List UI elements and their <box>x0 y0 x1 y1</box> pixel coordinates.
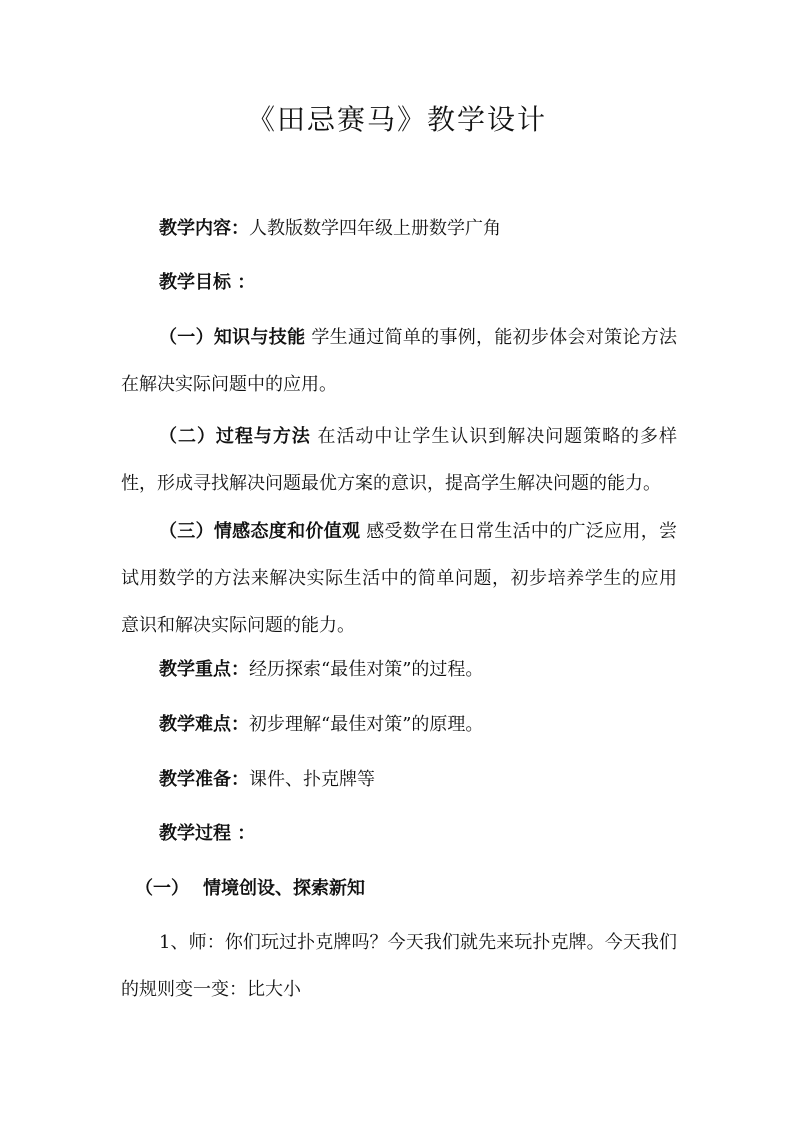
goal-3-label: （三）情感态度和价值观 <box>159 521 361 542</box>
step-1-paragraph <box>121 919 677 1013</box>
process-heading-text: 教学过程 ： <box>159 823 256 844</box>
goal-2-label: （二）过程与方法 <box>159 426 311 447</box>
teaching-content-text: 人教版数学四年级上册数学广角 <box>249 218 501 239</box>
preparation-label: 教学准备： <box>159 769 249 790</box>
section-1-number: （一） <box>135 878 189 899</box>
document-title: 《田忌赛马》教学设计 <box>246 103 547 136</box>
goal-paragraph-3 <box>121 508 677 649</box>
preparation-line <box>159 767 375 793</box>
goal-paragraph-1 <box>121 314 677 408</box>
section-1-title: 情境创设、探索新知 <box>203 878 365 899</box>
key-point-label: 教学重点： <box>159 659 249 680</box>
difficulty-text: 初步理解“最佳对策”的原理。 <box>249 714 484 735</box>
teaching-goal-heading <box>159 270 255 296</box>
goal-3-text: 感受数学在日常生活中的广泛应用，尝试用数学的方法来解决实际生活中的简单问题，初步培养学生的应用意识和解决实际问题的能力。 <box>121 521 677 636</box>
process-heading <box>159 821 255 847</box>
goal-1-label: （一）知识与技能 <box>159 327 306 348</box>
teaching-goal-heading-text: 教学目标 ： <box>159 272 256 293</box>
section-1-heading <box>135 876 365 902</box>
goal-1-text: 学生通过简单的事例，能初步体会对策论方法在解决实际问题中的应用。 <box>121 327 677 395</box>
difficulty-line <box>159 712 483 738</box>
step-1-text: 1、师：你们玩过扑克牌吗？今天我们就先来玩扑克牌。今天我们的规则变一变：比大小 <box>121 932 677 1000</box>
goal-2-text: 在活动中让学生认识到解决问题策略的多样性，形成寻找解决问题最优方案的意识，提高学生解决问题的能力。 <box>121 426 677 494</box>
key-point-text: 经历探索“最佳对策”的过程。 <box>249 659 484 680</box>
teaching-content-label: 教学内容： <box>159 218 249 239</box>
difficulty-label: 教学难点： <box>159 714 249 735</box>
teaching-content-line <box>159 216 501 242</box>
goal-paragraph-2 <box>121 413 677 507</box>
preparation-text: 课件、扑克牌等 <box>249 769 375 790</box>
key-point-line <box>159 657 483 683</box>
